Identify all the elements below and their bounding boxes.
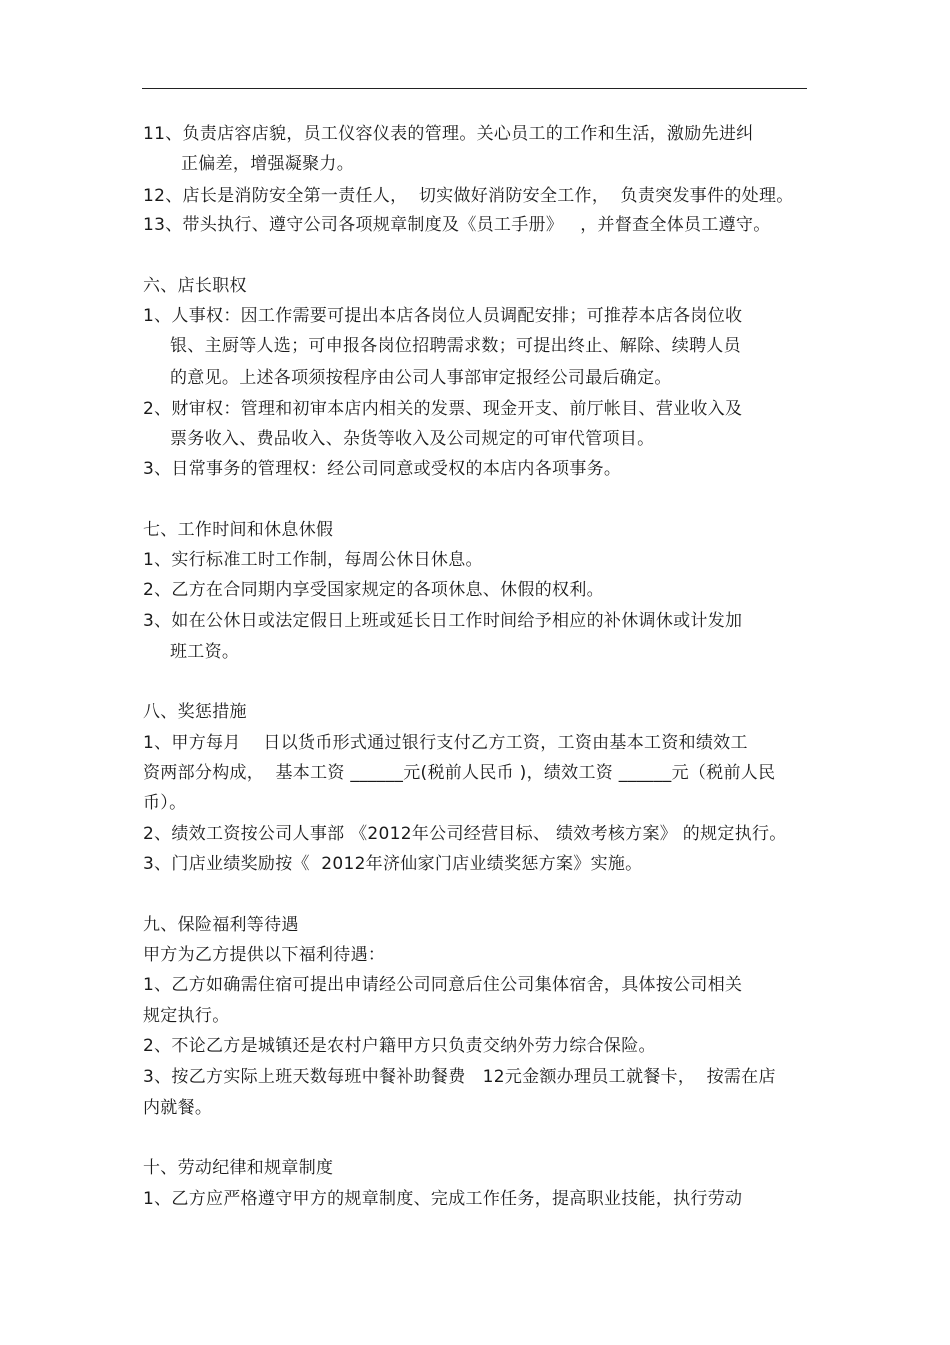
- text-line: 的意见。上述各项须按程序由公司人事部审定报经公司最后确定。: [170, 368, 672, 388]
- text-line: 11、负责店容店貌，员工仪容仪表的管理。关心员工的工作和生活，激励先进纠: [143, 124, 754, 144]
- text-line: 甲方为乙方提供以下福利待遇：: [143, 945, 386, 965]
- text-line: 2、绩效工资按公司人事部 《2012年公司经营目标、 绩效考核方案》 的规定执行。: [143, 824, 787, 844]
- text-line: 规定执行。: [143, 1006, 230, 1026]
- section-heading: 八、奖惩措施: [143, 702, 247, 722]
- text-line: 银、主厨等人选；可申报各岗位招聘需求数；可提出终止、解除、续聘人员: [170, 336, 741, 356]
- header-rule: [142, 88, 807, 89]
- text-line: 资两部分构成， 基本工资 ______元(税前人民币 )，绩效工资 ______元（税前人民: [143, 763, 776, 783]
- text-line: 1、人事权：因工作需要可提出本店各岗位人员调配安排；可推荐本店各岗位收: [143, 306, 743, 326]
- text-line: 12、店长是消防安全第一责任人， 切实做好消防安全工作， 负责突发事件的处理。: [143, 186, 794, 206]
- text-line: 1、乙方如确需住宿可提出申请经公司同意后住公司集体宿舍，具体按公司相关: [143, 975, 743, 995]
- section-heading: 七、工作时间和休息休假: [143, 520, 334, 540]
- text-line: 币）。: [143, 793, 187, 813]
- text-line: 1、甲方每月 日以货币形式通过银行支付乙方工资，工资由基本工资和绩效工: [143, 733, 748, 753]
- text-line: 2、财审权：管理和初审本店内相关的发票、现金开支、前厅帐目、营业收入及: [143, 399, 743, 419]
- text-line: 2、不论乙方是城镇还是农村户籍甲方只负责交纳外劳力综合保险。: [143, 1036, 656, 1056]
- section-heading: 九、保险福利等待遇: [143, 915, 299, 935]
- section-heading: 十、劳动纪律和规章制度: [143, 1158, 334, 1178]
- text-line: 1、乙方应严格遵守甲方的规章制度、完成工作任务，提高职业技能，执行劳动: [143, 1189, 743, 1209]
- text-line: 2、乙方在合同期内享受国家规定的各项休息、休假的权利。: [143, 580, 604, 600]
- text-line: 3、按乙方实际上班天数每班中餐补助餐费 12元金额办理员工就餐卡， 按需在店: [143, 1067, 776, 1087]
- text-line: 1、实行标准工时工作制，每周公休日休息。: [143, 550, 483, 570]
- text-line: 3、如在公休日或法定假日上班或延长日工作时间给予相应的补休调休或计发加: [143, 611, 743, 631]
- text-line: 内就餐。: [143, 1098, 213, 1118]
- text-line: 票务收入、费品收入、杂货等收入及公司规定的可审代管项目。: [170, 429, 655, 449]
- text-line: 13、带头执行、遵守公司各项规章制度及《员工手册》 ，并督查全体员工遵守。: [143, 215, 771, 235]
- section-heading: 六、店长职权: [143, 276, 247, 296]
- text-line: 3、日常事务的管理权：经公司同意或受权的本店内各项事务。: [143, 459, 622, 479]
- text-line: 3、门店业绩奖励按《 2012年济仙家门店业绩奖惩方案》实施。: [143, 854, 643, 874]
- text-line: 班工资。: [170, 642, 240, 662]
- text-line: 正偏差，增强凝聚力。: [181, 154, 354, 174]
